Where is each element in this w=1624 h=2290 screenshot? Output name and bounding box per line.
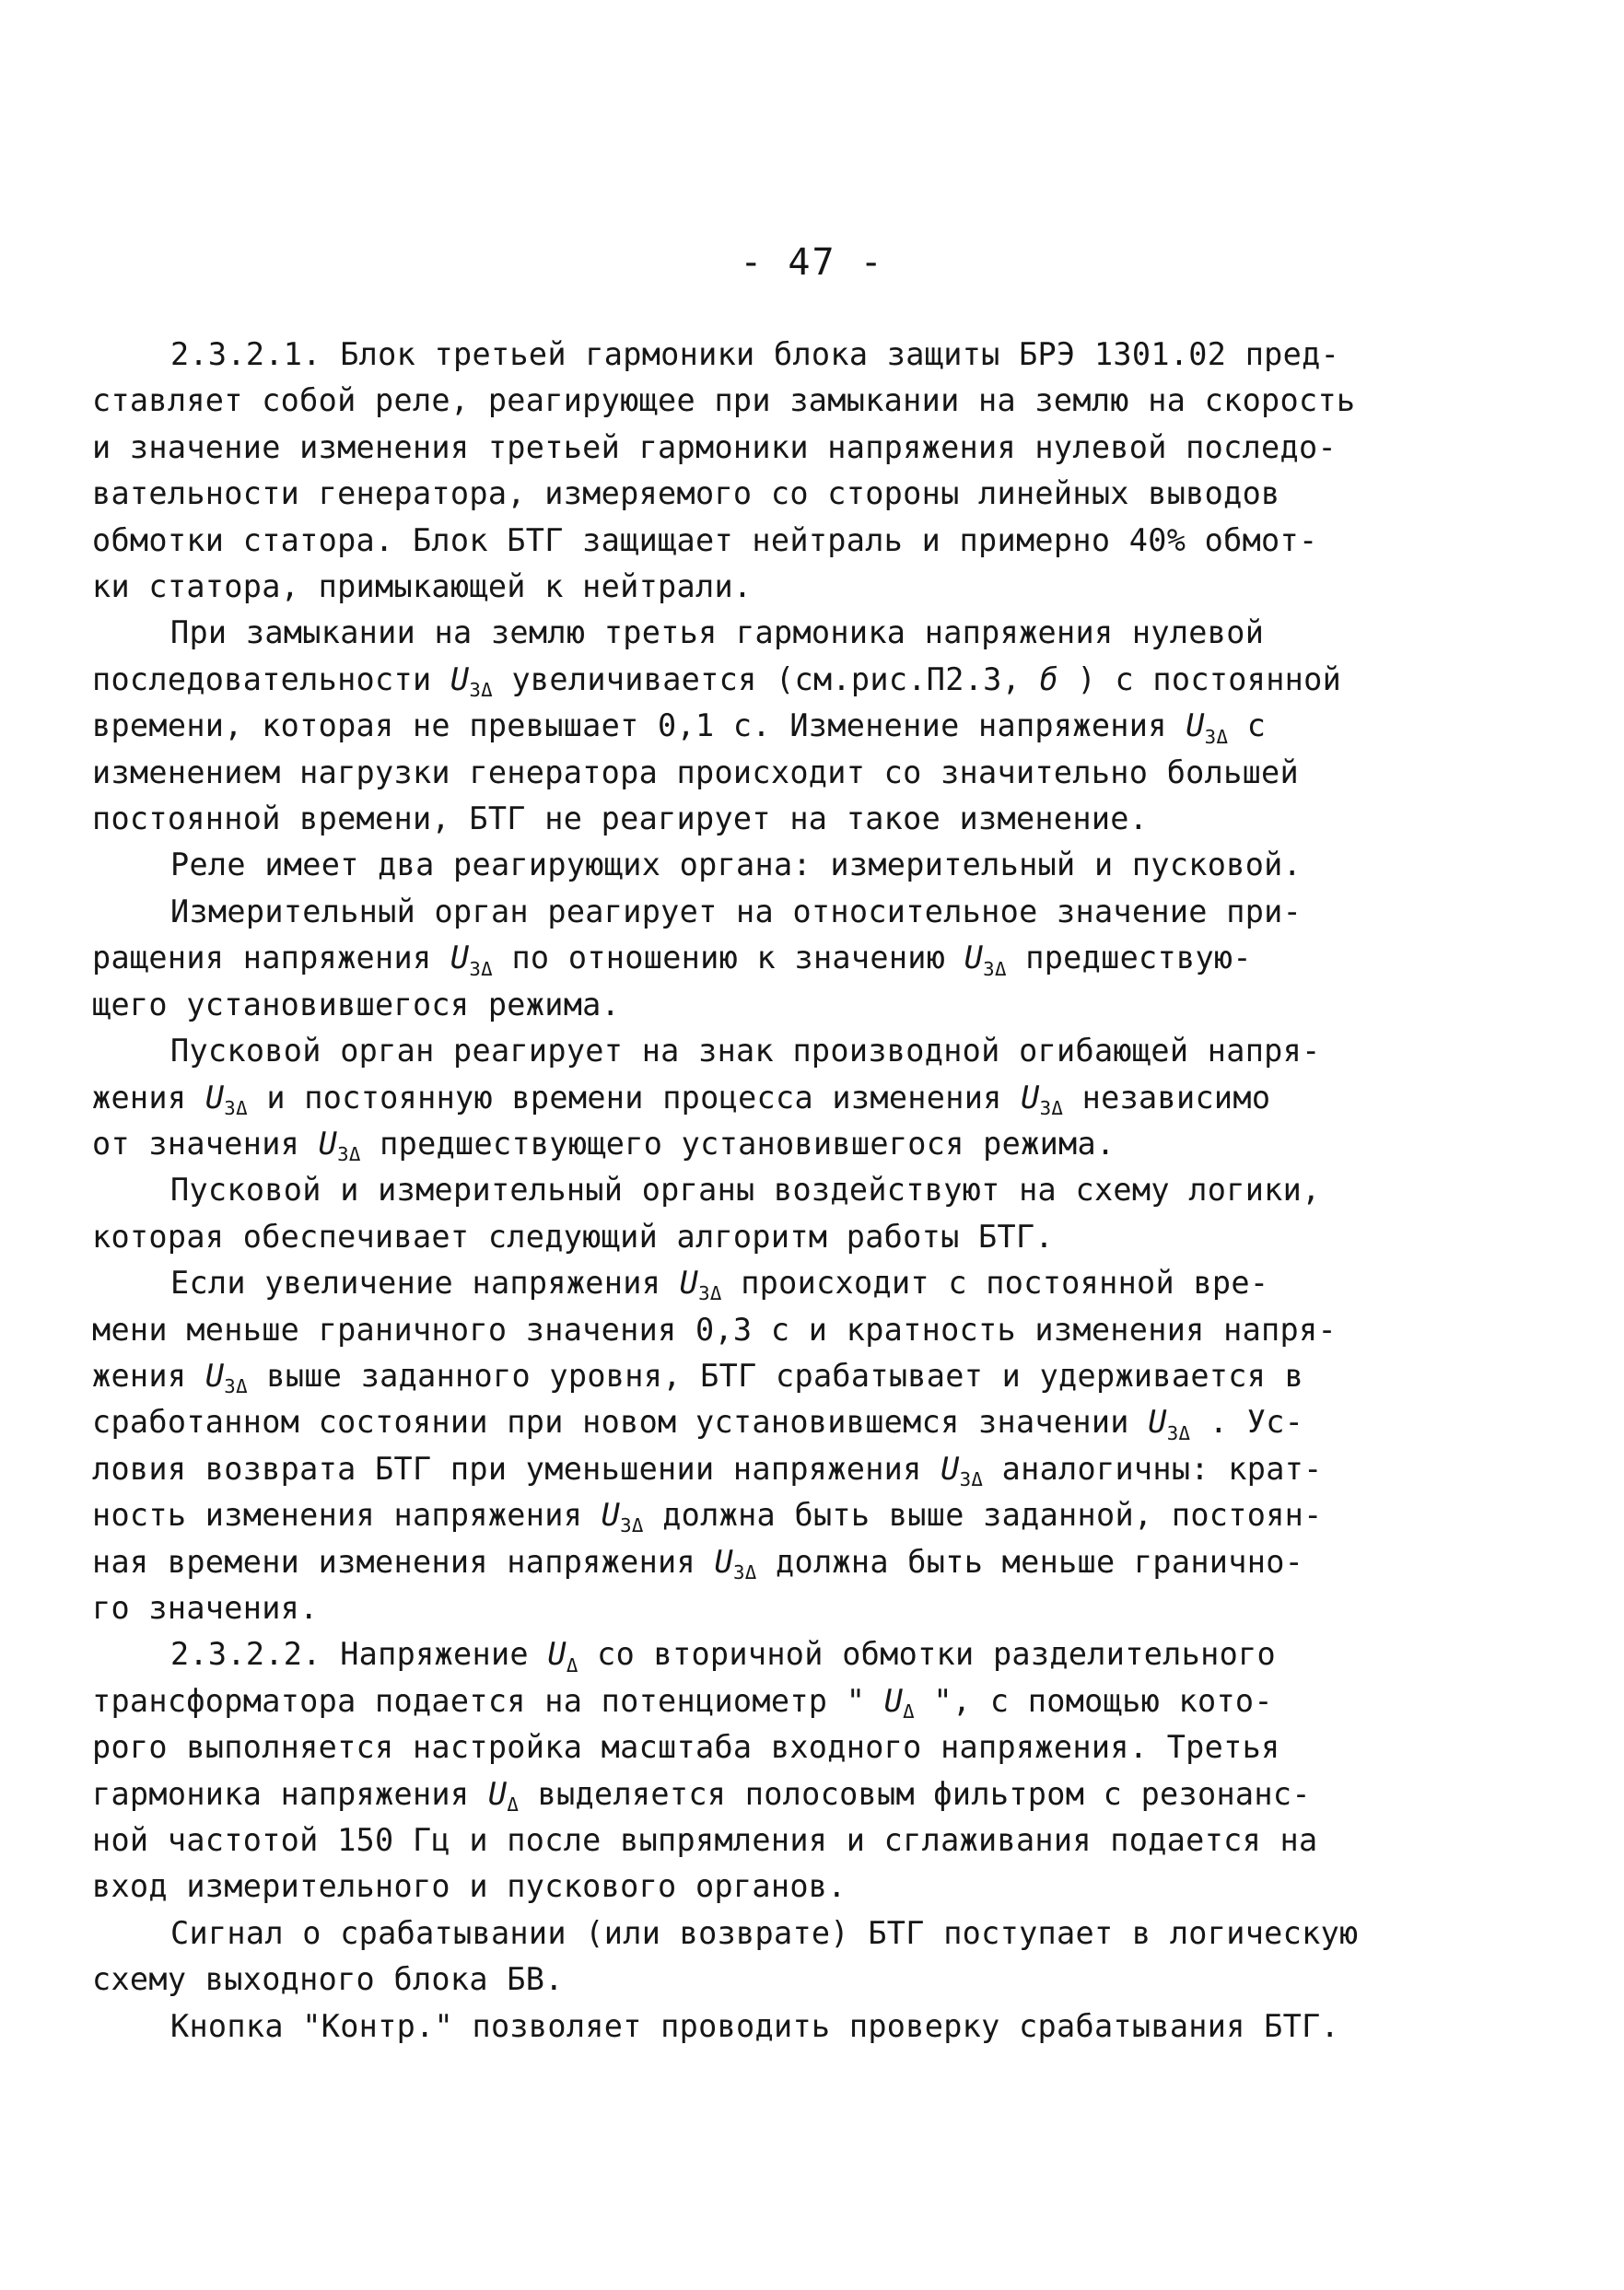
- body-text: [92, 332, 1363, 2050]
- math-variable: U: [883, 1682, 904, 1719]
- text-segment: сработанном состоянии при новом установившемся значении: [92, 1404, 1149, 1441]
- text-line: [92, 1353, 1363, 1399]
- math-subscript: 3Δ: [959, 1468, 984, 1491]
- text-segment: последовательности: [92, 660, 450, 697]
- math-subscript: 3Δ: [1204, 725, 1229, 748]
- math-variable: U: [679, 1265, 699, 1302]
- text-segment: 2.3.2.1. Блок третьей гармоники блока защиты БРЭ 1301.02 пред-: [170, 336, 1340, 372]
- text-line: [92, 935, 1363, 981]
- math-variable: U: [601, 1497, 621, 1534]
- text-segment: изменением нагрузки генератора происходит со значительно большей: [92, 754, 1299, 790]
- text-line: [92, 1585, 1363, 1631]
- text-line: [92, 1214, 1363, 1260]
- text-line: [92, 1121, 1363, 1167]
- math-subscript: 3Δ: [620, 1514, 644, 1537]
- math-variable: U: [1186, 707, 1205, 744]
- text-segment: и значение изменения третьей гармоники напряжения нулевой последо-: [92, 428, 1337, 465]
- math-subscript: Δ: [566, 1653, 578, 1677]
- text-line: [92, 1910, 1363, 1957]
- text-line: [92, 703, 1363, 749]
- text-segment: независимо: [1063, 1079, 1271, 1116]
- text-segment: ращения напряжения: [92, 940, 450, 976]
- math-subscript: 3Δ: [469, 679, 493, 702]
- math-variable: U: [450, 660, 470, 697]
- text-segment: предшествую-: [1006, 940, 1252, 976]
- text-segment: гармоника напряжения: [92, 1775, 488, 1812]
- text-line: [92, 332, 1363, 378]
- text-segment: должна быть меньше гранично-: [756, 1543, 1304, 1580]
- text-line: [92, 1028, 1363, 1074]
- math-variable: U: [964, 940, 984, 976]
- text-segment: от значения: [92, 1125, 319, 1162]
- text-line: [92, 518, 1363, 564]
- math-variable: U: [1148, 1404, 1167, 1441]
- math-subscript: 3Δ: [469, 957, 493, 980]
- text-segment: с: [1228, 707, 1267, 744]
- text-segment: жения: [92, 1079, 205, 1116]
- text-line: [92, 471, 1363, 517]
- text-segment: щего установившегося режима.: [92, 986, 621, 1022]
- math-subscript: Δ: [903, 1700, 915, 1723]
- text-segment: схему выходного блока БВ.: [92, 1961, 564, 1998]
- text-segment: увеличивается (см.рис.П2.3,: [492, 660, 1040, 697]
- text-segment: Сигнал о срабатывании (или возврате) БТГ поступает в логическую: [170, 1914, 1359, 1951]
- text-segment: времени, которая не превышает 0,1 с. Изменение напряжения: [92, 707, 1186, 744]
- math-subscript: 3Δ: [224, 1096, 248, 1119]
- text-segment: по отношению к значению: [492, 940, 964, 976]
- text-line: [92, 1446, 1363, 1492]
- text-line: [92, 796, 1363, 842]
- text-line: [92, 1817, 1363, 1864]
- text-line: [92, 610, 1363, 656]
- math-subscript: 3Δ: [983, 957, 1007, 980]
- text-line: [92, 1492, 1363, 1538]
- text-line: [92, 982, 1363, 1028]
- text-segment: аналогичны: крат-: [983, 1450, 1323, 1487]
- text-line: [92, 657, 1363, 703]
- text-segment: ная времени изменения напряжения: [92, 1543, 715, 1580]
- text-line: [92, 378, 1363, 424]
- text-line: [92, 1771, 1363, 1817]
- text-segment: Кнопка "Контр." позволяет проводить проверку срабатывания БТГ.: [170, 2007, 1340, 2044]
- text-line: [92, 1307, 1363, 1353]
- math-variable: U: [547, 1636, 567, 1673]
- text-segment: происходит с постоянной вре-: [721, 1265, 1269, 1302]
- text-line: [92, 1678, 1363, 1724]
- math-subscript: 3Δ: [732, 1560, 757, 1583]
- text-line: [92, 842, 1363, 888]
- text-segment: ставляет собой реле, реагирующее при замыкании на землю на скорость: [92, 382, 1356, 419]
- text-segment: должна быть выше заданной, постоян-: [643, 1497, 1323, 1534]
- math-variable: U: [941, 1450, 960, 1487]
- math-variable: U: [204, 1079, 225, 1116]
- math-variable: U: [450, 940, 470, 976]
- text-line: [92, 1399, 1363, 1445]
- text-segment: . Ус-: [1190, 1404, 1304, 1441]
- math-subscript: 3Δ: [224, 1375, 248, 1398]
- text-line: [92, 1631, 1363, 1677]
- text-segment: го значения.: [92, 1589, 319, 1626]
- text-segment: ность изменения напряжения: [92, 1497, 602, 1534]
- text-segment: обмотки статора. Блок БТГ защищает нейтраль и примерно 40% обмот-: [92, 521, 1318, 558]
- text-segment: Пусковой и измерительный органы воздействуют на схему логики,: [170, 1172, 1321, 1209]
- math-variable: U: [204, 1357, 225, 1394]
- text-segment: постоянной времени, БТГ не реагирует на такое изменение.: [92, 800, 1149, 837]
- text-line: [92, 1167, 1363, 1213]
- math-variable: б: [1039, 660, 1059, 697]
- text-line: [92, 1724, 1363, 1770]
- page-number: - 47 -: [740, 241, 884, 284]
- text-segment: ки статора, примыкающей к нейтрали.: [92, 568, 753, 605]
- text-segment: Измерительный орган реагирует на относительное значение при-: [170, 893, 1303, 929]
- text-segment: ной частотой 150 Гц и после выпрямления и сглаживания подается на: [92, 1822, 1318, 1858]
- text-line: [92, 750, 1363, 796]
- math-subscript: 3Δ: [337, 1143, 361, 1166]
- text-line: [92, 1075, 1363, 1121]
- text-segment: рого выполняется настройка масштаба входного напряжения. Третья: [92, 1729, 1280, 1766]
- math-subscript: 3Δ: [698, 1282, 722, 1305]
- text-line: [92, 1864, 1363, 1910]
- text-segment: Если увеличение напряжения: [170, 1265, 680, 1302]
- text-line: [92, 2004, 1363, 2050]
- text-segment: предшествующего установившегося режима.: [360, 1125, 1116, 1162]
- text-line: [92, 1260, 1363, 1306]
- text-segment: трансформатора подается на потенциометр ": [92, 1682, 884, 1719]
- text-line: [92, 425, 1363, 471]
- math-subscript: 3Δ: [1166, 1421, 1191, 1444]
- text-segment: При замыкании на землю третья гармоника напряжения нулевой: [170, 614, 1265, 651]
- text-segment: выделяется полосовым фильтром с резонанс-: [519, 1775, 1311, 1812]
- math-subscript: 3Δ: [1039, 1096, 1064, 1119]
- text-segment: ) с постоянной: [1058, 660, 1342, 697]
- text-segment: жения: [92, 1357, 205, 1394]
- math-variable: U: [318, 1125, 338, 1162]
- text-segment: вательности генератора, измеряемого со стороны линейных выводов: [92, 475, 1280, 512]
- text-segment: ловия возврата БТГ при уменьшении напряжения: [92, 1450, 941, 1487]
- text-line: [92, 564, 1363, 610]
- text-segment: Реле имеет два реагирующих органа: измерительный и пусковой.: [170, 847, 1303, 883]
- text-segment: которая обеспечивает следующий алгоритм работы БТГ.: [92, 1218, 1054, 1255]
- math-variable: U: [714, 1543, 733, 1580]
- math-subscript: Δ: [507, 1793, 520, 1816]
- text-line: [92, 1539, 1363, 1585]
- text-segment: мени меньше граничного значения 0,3 с и кратность изменения напря-: [92, 1311, 1337, 1348]
- math-variable: U: [487, 1775, 508, 1812]
- text-segment: выше заданного уровня, БТГ срабатывает и удерживается в: [247, 1357, 1304, 1394]
- text-line: [92, 1957, 1363, 2003]
- text-segment: вход измерительного и пускового органов.: [92, 1868, 847, 1905]
- text-segment: ", с помощью кото-: [914, 1682, 1273, 1719]
- text-segment: и постоянную времени процесса изменения: [247, 1079, 1022, 1116]
- text-segment: со вторичной обмотки разделительного: [578, 1636, 1276, 1673]
- text-segment: Пусковой орган реагирует на знак производной огибающей напря-: [170, 1033, 1321, 1069]
- text-segment: 2.3.2.2. Напряжение: [170, 1636, 548, 1673]
- text-line: [92, 889, 1363, 935]
- math-variable: U: [1021, 1079, 1040, 1116]
